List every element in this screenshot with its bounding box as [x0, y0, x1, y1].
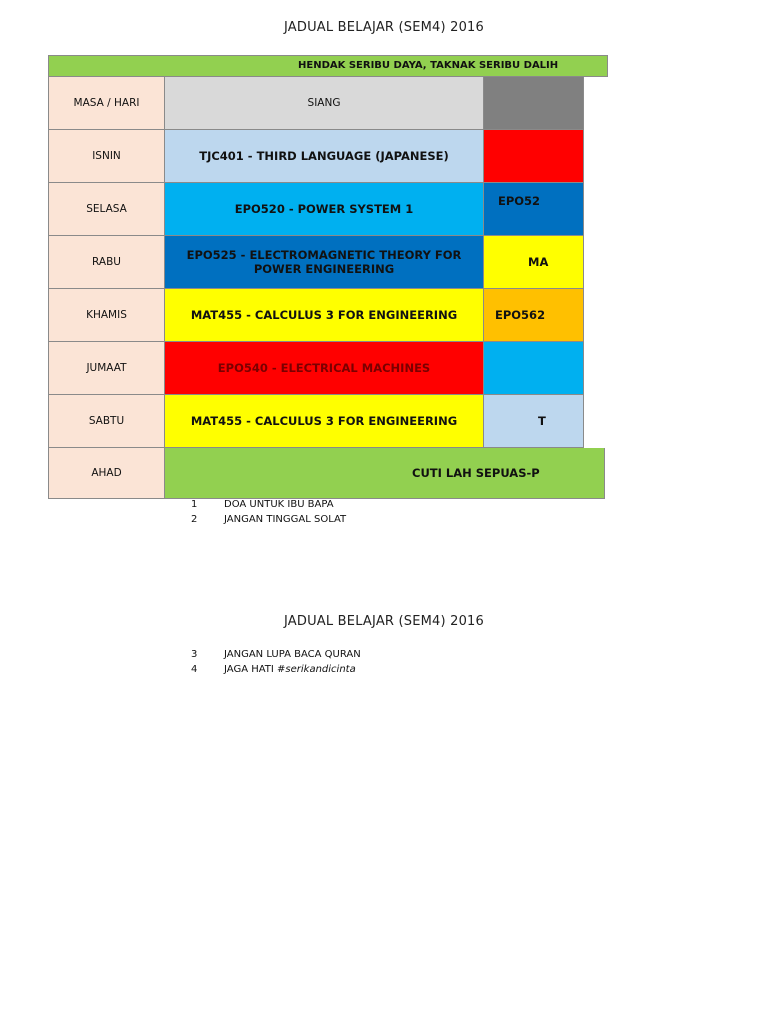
header-siang: SIANG	[165, 77, 484, 130]
khamis-siang: MAT455 - CALCULUS 3 FOR ENGINEERING	[165, 289, 484, 342]
hashtag: #serikandicinta	[277, 664, 356, 675]
day-rabu: RABU	[48, 236, 165, 289]
reminder-text: JAGA HATI #serikandicinta	[224, 664, 356, 675]
day-selasa: SELASA	[48, 183, 165, 236]
reminder-item	[191, 664, 491, 678]
reminder-item	[191, 649, 491, 663]
timetable	[48, 55, 559, 499]
reminder-number: 2	[191, 514, 198, 525]
header-malam	[484, 77, 584, 130]
day-ahad: AHAD	[48, 448, 165, 499]
reminder-item	[191, 499, 491, 513]
header-time-day: MASA / HARI	[48, 77, 165, 130]
rabu-malam: MA	[484, 236, 584, 289]
reminder-number: 1	[191, 499, 198, 510]
reminder-text: JANGAN LUPA BACA QURAN	[224, 649, 361, 660]
reminder-number: 3	[191, 649, 198, 660]
reminder-number: 4	[191, 664, 198, 675]
isnin-siang: TJC401 - THIRD LANGUAGE (JAPANESE)	[165, 130, 484, 183]
isnin-malam	[484, 130, 584, 183]
selasa-siang: EPO520 - POWER SYSTEM 1	[165, 183, 484, 236]
jumaat-siang: EPO540 - ELECTRICAL MACHINES	[165, 342, 484, 395]
day-isnin: ISNIN	[48, 130, 165, 183]
reminder-text: JANGAN TINGGAL SOLAT	[224, 514, 347, 525]
page-title-2: JADUAL BELAJAR (SEM4) 2016	[283, 614, 485, 629]
reminder-item	[191, 514, 491, 528]
khamis-malam: EPO562	[484, 289, 584, 342]
day-khamis: KHAMIS	[48, 289, 165, 342]
reminder-text: DOA UNTUK IBU BAPA	[224, 499, 334, 510]
motto-banner: HENDAK SERIBU DAYA, TAKNAK SERIBU DALIH	[48, 55, 608, 77]
ahad-holiday: CUTI LAH SEPUAS-P	[165, 448, 605, 499]
sabtu-siang: MAT455 - CALCULUS 3 FOR ENGINEERING	[165, 395, 484, 448]
sabtu-malam: T	[484, 395, 584, 448]
page-title: JADUAL BELAJAR (SEM4) 2016	[283, 20, 485, 35]
day-sabtu: SABTU	[48, 395, 165, 448]
selasa-malam: EPO52	[484, 183, 584, 236]
jumaat-malam	[484, 342, 584, 395]
day-jumaat: JUMAAT	[48, 342, 165, 395]
rabu-siang: EPO525 - ELECTROMAGNETIC THEORY FOR POWER ENGINEERING	[165, 236, 484, 289]
